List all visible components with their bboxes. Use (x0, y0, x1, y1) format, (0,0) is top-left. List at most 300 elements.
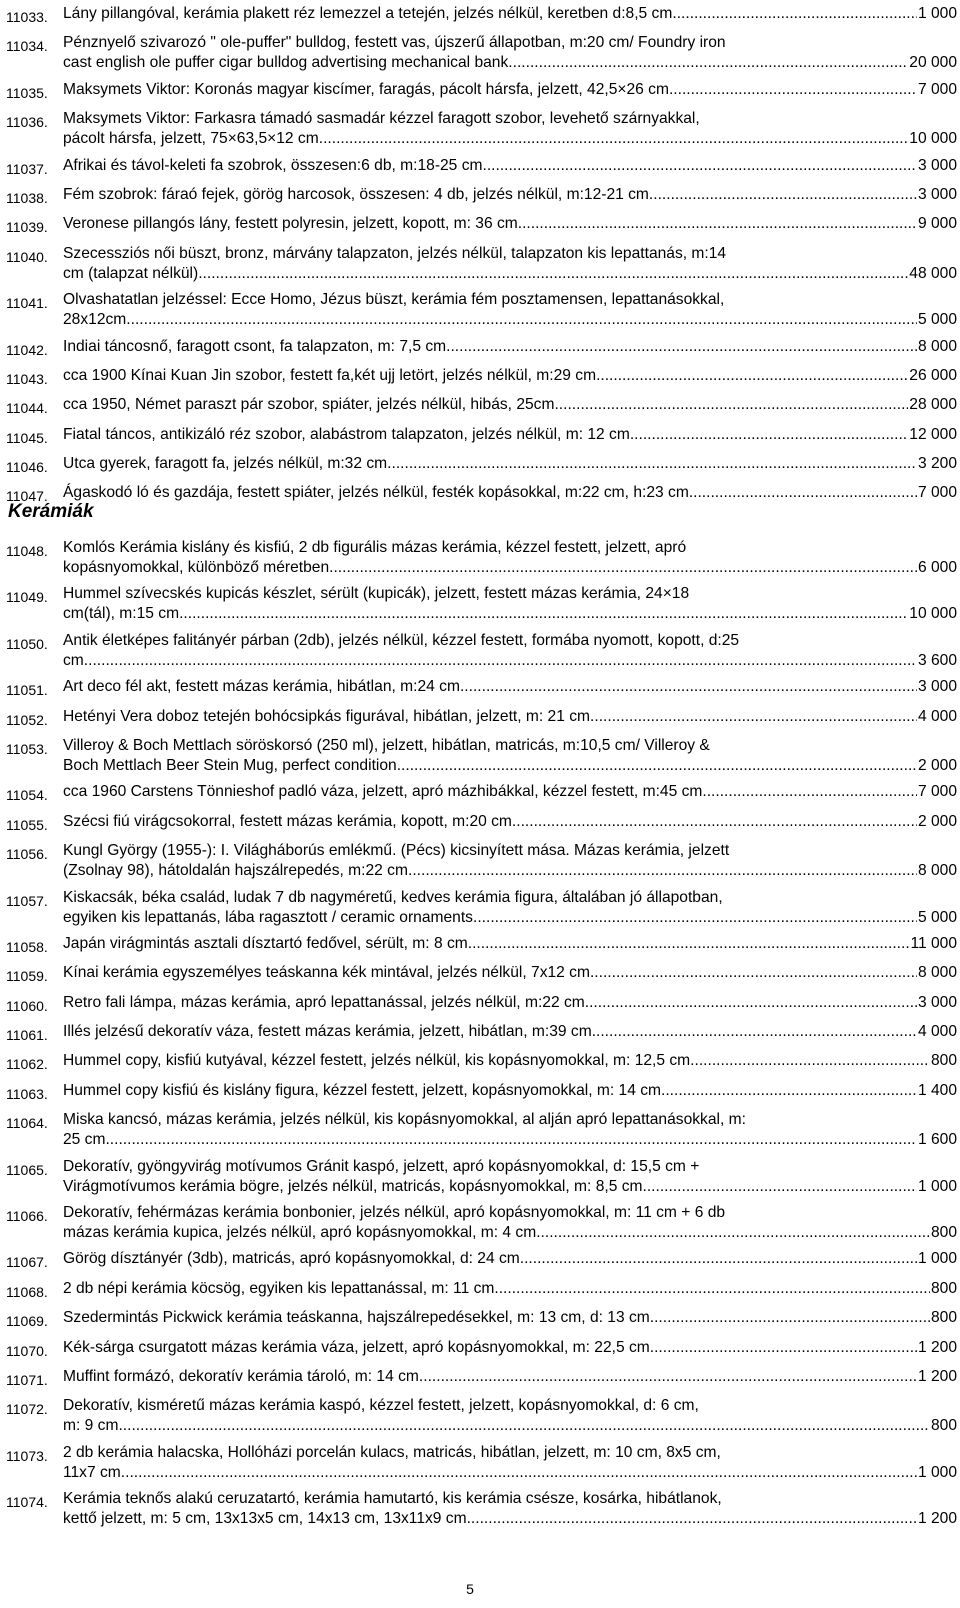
lot-number: 11074. (6, 1494, 48, 1511)
lot-price: 3 000 (917, 993, 957, 1011)
dot-leader (508, 53, 908, 73)
lot-entry (0, 337, 960, 360)
lot-entry (0, 185, 960, 208)
lot-description-line: Pénznyelő szivarozó " ole-puffer" bulldog, festett vas, újszerű állapotban, m:20 cm/ Foundry iron (63, 34, 726, 52)
lot-description-last-line (63, 53, 957, 73)
lot-description (63, 1489, 957, 1529)
lot-description-last-line (63, 963, 957, 983)
lot-entry (0, 631, 960, 671)
lot-entry (0, 1110, 960, 1150)
lot-price: 10 000 (909, 605, 957, 623)
lot-description-last-line (63, 604, 957, 624)
lot-price: 9 000 (917, 215, 957, 233)
lot-price: 3 000 (917, 678, 957, 696)
lot-number: 11070. (6, 1342, 48, 1359)
lot-price: 8 000 (917, 862, 957, 880)
lot-description-line: m: 9 cm (63, 1417, 119, 1435)
dot-leader (319, 129, 909, 149)
lot-description-last-line (63, 1177, 957, 1197)
lot-description-last-line (63, 1509, 957, 1529)
lot-description (63, 156, 957, 176)
lot-number: 11041. (6, 295, 48, 312)
lot-description (63, 707, 957, 727)
lot-description-line: Dekoratív, kisméretű mázas kerámia kaspó, kézzel festett, jelzett, kopásnyomokkal, d: 6 cm, (63, 1397, 699, 1415)
lot-number: 11046. (6, 459, 48, 476)
lot-number: 11061. (6, 1027, 48, 1044)
lot-description (63, 1249, 957, 1269)
lot-entry (0, 4, 960, 27)
lot-description-last-line (63, 1081, 957, 1101)
lot-description (63, 395, 957, 415)
lot-price: 3 200 (917, 455, 957, 473)
lot-entry (0, 538, 960, 578)
lot-list-sculptures (0, 4, 960, 513)
lot-description-last-line (63, 264, 957, 284)
lot-description (63, 185, 957, 205)
lot-number: 11034. (6, 38, 48, 55)
dot-leader (482, 156, 916, 176)
lot-description-line: kopásnyomokkal, különböző méretben (63, 559, 330, 576)
dot-leader (690, 1051, 930, 1071)
lot-entry (0, 1051, 960, 1074)
lot-description (63, 1157, 957, 1197)
lot-entry (0, 707, 960, 730)
lot-description-line: Villeroy & Boch Mettlach söröskorsó (250 ml), jelzett, hibátlan, matricás, m:10,5 cm/ Villeroy & (63, 736, 710, 754)
dot-leader (419, 1367, 917, 1387)
lot-description-last-line (63, 156, 957, 176)
lot-description-last-line (63, 1367, 957, 1387)
lot-price: 1 200 (917, 1338, 957, 1356)
lot-price: 800 (930, 1279, 957, 1297)
lot-description-line: cm (63, 651, 84, 669)
section-heading: Kerámiák (8, 501, 94, 522)
lot-number: 11068. (6, 1283, 48, 1300)
lot-price: 1 400 (917, 1081, 957, 1099)
lot-number: 11072. (6, 1401, 48, 1418)
lot-number: 11066. (6, 1208, 48, 1225)
lot-description-last-line (63, 651, 957, 671)
lot-price: 2 000 (917, 812, 957, 830)
lot-number: 11047. (6, 488, 48, 505)
lot-number: 11067. (6, 1254, 48, 1271)
lot-number: 11033. (6, 9, 48, 25)
lot-description-line: cca 1960 Carstens Tönnieshof padló váza, jelzett, apró mázhibákkal, kézzel festett, m:45 cm (63, 783, 703, 801)
lot-price: 7 000 (917, 783, 957, 801)
dot-leader (397, 756, 917, 776)
lot-entry (0, 1249, 960, 1272)
lot-entry (0, 1443, 960, 1483)
dot-leader (650, 1308, 930, 1328)
lot-description-last-line (63, 80, 957, 100)
lot-number: 11040. (6, 248, 48, 265)
lot-price: 28 000 (909, 396, 957, 414)
lot-price: 8 000 (917, 337, 957, 355)
lot-description-last-line (63, 310, 957, 330)
lot-entry (0, 782, 960, 805)
lot-description-line: Dekoratív, fehérmázas kerámia bonbonier, jelzés nélkül, apró kopásnyomokkal, m: 11 cm + 6 db (63, 1204, 726, 1222)
lot-description (63, 538, 957, 578)
lot-description-last-line (63, 782, 957, 802)
lot-description (63, 80, 957, 100)
dot-leader (473, 908, 917, 928)
lot-price: 6 000 (917, 559, 957, 576)
lot-description-line: 11x7 cm (63, 1463, 121, 1481)
lot-description-line: Hummel copy, kisfiú kutyával, kézzel festett, jelzés nélkül, kis kopásnyomokkal, m: 12,5 cm (63, 1052, 691, 1070)
lot-price: 1 000 (917, 5, 957, 22)
dot-leader (650, 1338, 917, 1358)
lot-entry (0, 1367, 960, 1390)
dot-leader (643, 1177, 917, 1197)
dot-leader (387, 454, 917, 474)
lot-number: 11057. (6, 892, 48, 909)
lot-entry (0, 425, 960, 448)
lot-description-line: Art deco fél akt, festett mázas kerámia, hibátlan, m:24 cm (63, 678, 460, 696)
lot-description-line: Fiatal táncos, antikizáló réz szobor, alabástrom talapzaton, jelzés nélkül, m: 12 cm (63, 425, 630, 443)
lot-description-line: Lány pillangóval, kerámia plakett réz lemezzel a tetején, jelzés nélkül, keretben d:8,5 cm (63, 5, 673, 22)
lot-number: 11048. (6, 543, 48, 559)
lot-number: 11051. (6, 682, 48, 699)
lot-number: 11042. (6, 341, 48, 358)
lot-description (63, 454, 957, 474)
dot-leader (512, 812, 917, 832)
dot-leader (494, 1279, 930, 1299)
lot-description-line: Szécsi fiú virágcsokorral, festett mázas kerámia, kopott, m:20 cm (63, 812, 512, 830)
lot-price: 7 000 (917, 80, 957, 98)
lot-description (63, 963, 957, 983)
lot-description-line: Dekoratív, gyöngyvirág motívumos Gránit kaspó, jelzett, apró kopásnyomokkal, d: 15,5 cm + (63, 1157, 700, 1175)
lot-price: 48 000 (909, 264, 957, 282)
lot-number: 11036. (6, 114, 48, 131)
lot-description-line: cca 1950, Német paraszt pár szobor, spiáter, jelzés nélkül, hibás, 25cm (63, 396, 555, 414)
lot-number: 11049. (6, 589, 48, 606)
lot-price: 800 (930, 1224, 957, 1242)
lot-entry (0, 156, 960, 179)
lot-entry (0, 1396, 960, 1436)
lot-price: 1 200 (917, 1510, 957, 1528)
lot-number: 11055. (6, 816, 48, 833)
lot-description-line: Szedermintás Pickwick kerámia teáskanna, hajszálrepedésekkel, m: 13 cm, d: 13 cm (63, 1309, 650, 1327)
dot-leader (446, 337, 917, 357)
lot-description-line: Szecessziós női büszt, bronz, márvány talapzaton, jelzés nélkül, talapzaton kis lepattanás, m:14 (63, 244, 727, 262)
lot-description-last-line (63, 908, 957, 928)
lot-description-last-line (63, 812, 957, 832)
dot-leader (329, 558, 917, 578)
lot-description-line: Kínai kerámia egyszemélyes teáskanna kék mintával, jelzés nélkül, 7x12 cm (63, 964, 590, 982)
lot-description-line: Kerámia teknős alakú ceruzatartó, kerámia hamutartó, kis kerámia csésze, kosárka, hibátlanok, (63, 1490, 722, 1508)
lot-description-last-line (63, 993, 957, 1013)
lot-description-last-line (63, 934, 957, 954)
lot-description-last-line (63, 395, 957, 415)
lot-description-line: Japán virágmintás asztali dísztartó fedővel, sérült, m: 8 cm (63, 934, 468, 952)
lot-entry (0, 993, 960, 1016)
lot-description (63, 4, 957, 24)
lot-description-last-line (63, 185, 957, 205)
lot-description-line: Afrikai és távol-keleti fa szobrok, összesen:6 db, m:18-25 cm (63, 156, 483, 174)
lot-entry (0, 1203, 960, 1243)
lot-entry (0, 1081, 960, 1104)
lot-description-line: Maksymets Viktor: Farkasra támadó sasmadár kézzel faragott szobor, levehető szárnyakkal, (63, 110, 700, 128)
lot-description-line: pácolt hársfa, jelzett, 75×63,5×12 cm (63, 130, 319, 148)
dot-leader (689, 483, 917, 503)
lot-price: 5 000 (917, 908, 957, 926)
lot-description-line: 25 cm (63, 1131, 106, 1149)
lot-entry (0, 841, 960, 881)
lot-description (63, 888, 957, 928)
lot-entry (0, 454, 960, 477)
lot-number: 11062. (6, 1056, 48, 1073)
lot-price: 1 200 (917, 1367, 957, 1385)
lot-description-last-line (63, 707, 957, 727)
dot-leader (590, 707, 917, 727)
lot-description-line: Retro fali lámpa, mázas kerámia, apró lepattanással, jelzés nélkül, m:22 cm (63, 993, 585, 1011)
lot-description-line: 28x12cm (63, 311, 127, 329)
lot-description (63, 1051, 957, 1071)
lot-entry (0, 812, 960, 835)
lot-description-last-line (63, 1308, 957, 1328)
lot-price: 3 600 (917, 651, 957, 669)
lot-number: 11035. (6, 84, 48, 101)
lot-entry (0, 1279, 960, 1302)
page-number: 5 (466, 1581, 474, 1597)
lot-description-last-line (63, 861, 957, 881)
lot-entry (0, 963, 960, 986)
lot-description-line: Kék-sárga csurgatott mázas kerámia váza, jelzett, apró kopásnyomokkal, m: 22,5 cm (63, 1338, 650, 1356)
lot-description-line: cast english ole puffer cigar bulldog advertising mechanical bank (63, 54, 509, 72)
lot-number: 11039. (6, 219, 48, 236)
lot-description-last-line (63, 558, 957, 578)
lot-description-last-line (63, 4, 957, 24)
lot-description (63, 677, 957, 697)
lot-description (63, 1396, 957, 1436)
lot-price: 1 000 (917, 1177, 957, 1195)
lot-price: 10 000 (909, 130, 957, 148)
lot-number: 11045. (6, 429, 48, 446)
lot-price: 3 000 (917, 185, 957, 203)
lot-description-line: kettő jelzett, m: 5 cm, 13x13x5 cm, 14x13 cm, 13x11x9 cm (63, 1510, 467, 1528)
lot-description-line: Muffint formázó, dekoratív kerámia tároló, m: 14 cm (63, 1367, 419, 1385)
lot-price: 4 000 (917, 707, 957, 725)
dot-leader (672, 4, 917, 24)
dot-leader (649, 185, 917, 205)
lot-entry (0, 677, 960, 700)
dot-leader (179, 604, 908, 624)
lot-description-last-line (63, 129, 957, 149)
lot-price: 5 000 (917, 311, 957, 329)
lot-price: 7 000 (917, 484, 957, 502)
lot-number: 11058. (6, 938, 48, 955)
lot-description (63, 1110, 957, 1150)
dot-leader (408, 861, 917, 881)
dot-leader (536, 1223, 930, 1243)
dot-leader (669, 80, 917, 100)
lot-price: 800 (930, 1052, 957, 1070)
lot-description-line: Indiai táncosnő, faragott csont, fa talapzaton, m: 7,5 cm (63, 337, 447, 355)
lot-price: 20 000 (909, 54, 957, 72)
lot-price: 1 600 (917, 1131, 957, 1149)
lot-description-last-line (63, 214, 957, 234)
lot-entry (0, 483, 960, 506)
lot-number: 11038. (6, 189, 48, 206)
lot-number: 11064. (6, 1115, 48, 1132)
lot-price: 2 000 (917, 756, 957, 774)
lot-description (63, 1367, 957, 1387)
lot-description-last-line (63, 1338, 957, 1358)
lot-description-line: Hetényi Vera doboz tetején bohócsipkás figurával, hibátlan, jelzett, m: 21 cm (63, 707, 591, 725)
lot-price: 3 000 (917, 156, 957, 174)
lot-description (63, 109, 957, 149)
lot-description (63, 812, 957, 832)
lot-description-last-line (63, 483, 957, 503)
lot-price: 26 000 (909, 366, 957, 384)
lot-entry (0, 1308, 960, 1331)
dot-leader (661, 1081, 917, 1101)
lot-description-last-line (63, 1416, 957, 1436)
lot-entry (0, 1157, 960, 1197)
lot-entry (0, 1489, 960, 1529)
lot-description (63, 366, 957, 386)
lot-description-last-line (63, 1051, 957, 1071)
lot-description-last-line (63, 677, 957, 697)
lot-number: 11065. (6, 1161, 48, 1178)
lot-description (63, 214, 957, 234)
lot-price: 800 (930, 1417, 957, 1435)
lot-number: 11069. (6, 1313, 48, 1330)
lot-description (63, 1203, 957, 1243)
lot-entry (0, 214, 960, 237)
lot-number: 11054. (6, 787, 48, 804)
lot-description (63, 1443, 957, 1483)
lot-description-line: Maksymets Viktor: Koronás magyar kiscímer, faragás, pácolt hársfa, jelzett, 42,5×26 cm (63, 80, 669, 98)
lot-price: 11 000 (910, 934, 957, 952)
lot-description (63, 934, 957, 954)
lot-entry (0, 395, 960, 418)
lot-description (63, 483, 957, 503)
lot-entry (0, 290, 960, 330)
lot-price: 800 (930, 1309, 957, 1327)
lot-description-line: cca 1900 Kínai Kuan Jin szobor, festett fa,két ujj letört, jelzés nélkül, m:29 cm (63, 366, 597, 384)
lot-description-last-line (63, 1130, 957, 1150)
lot-description (63, 782, 957, 802)
lot-description-line: Veronese pillangós lány, festett polyresin, jelzett, kopott, m: 36 cm (63, 215, 518, 233)
dot-leader (460, 677, 917, 697)
lot-description-line: Görög dísztányér (3db), matricás, apró kopásnyomokkal, d: 24 cm (63, 1250, 520, 1268)
lot-description-line: Antik életképes falitányér párban (2db), jelzés nélkül, kézzel festett, formába nyomott, kopott, d:25 (63, 631, 740, 649)
dot-leader (630, 425, 908, 445)
dot-leader (467, 1509, 917, 1529)
lot-number: 11043. (6, 370, 48, 387)
lot-number: 11073. (6, 1447, 48, 1464)
lot-description (63, 425, 957, 445)
lot-description-line: Miska kancsó, mázas kerámia, jelzés nélkül, kis kopásnyomokkal, al alján apró lepattanásokkal, m: (63, 1111, 746, 1129)
dot-leader (585, 993, 917, 1013)
lot-number: 11063. (6, 1085, 48, 1102)
dot-leader (105, 1130, 917, 1150)
dot-leader (590, 963, 917, 983)
lot-description-line: Hummel copy kisfiú és kislány figura, kézzel festett, jelzett, kopásnyomokkal, m: 14 cm (63, 1081, 661, 1099)
lot-description-line: (Zsolnay 98), hátoldalán hajszálrepedés, m:22 cm (63, 862, 408, 880)
lot-description (63, 631, 957, 671)
dot-leader (520, 1249, 917, 1269)
lot-description-last-line (63, 425, 957, 445)
dot-leader (554, 395, 908, 415)
lot-description-last-line (63, 337, 957, 357)
lot-number: 11059. (6, 968, 48, 985)
lot-description-line: cm(tál), m:15 cm (63, 605, 180, 623)
lot-entry (0, 80, 960, 103)
lot-description (63, 337, 957, 357)
lot-price: 8 000 (917, 964, 957, 982)
lot-number: 11060. (6, 997, 48, 1014)
dot-leader (702, 782, 917, 802)
lot-description-last-line (63, 1279, 957, 1299)
lot-description-line: Hummel szívecskés kupicás készlet, sérült (kupicák), jelzett, festett mázas kerámia, 24×18 (63, 585, 690, 603)
lot-entry (0, 736, 960, 776)
dot-leader (596, 366, 908, 386)
lot-number: 11050. (6, 635, 48, 652)
lot-number: 11037. (6, 160, 48, 177)
lot-description (63, 290, 957, 330)
lot-description-last-line (63, 1223, 957, 1243)
lot-description-line: 2 db népi kerámia köcsög, egyiken kis lepattanással, m: 11 cm (63, 1279, 495, 1297)
lot-list-ceramics (0, 538, 960, 1536)
lot-description-line: Kungl György (1955-): I. Világháborús emlékmű. (Pécs) kicsinyített mása. Mázas kerámia, jelzett (63, 842, 730, 860)
lot-description-last-line (63, 756, 957, 776)
dot-leader (118, 1416, 930, 1436)
lot-number: 11071. (6, 1371, 48, 1388)
lot-entry (0, 1338, 960, 1361)
lot-description-line: Illés jelzésű dekoratív váza, festett mázas kerámia, jelzett, hibátlan, m:39 cm (63, 1023, 592, 1041)
lot-entry (0, 934, 960, 957)
lot-number: 11056. (6, 846, 48, 863)
dot-leader (84, 651, 917, 671)
lot-entry (0, 33, 960, 73)
dot-leader (126, 310, 917, 330)
dot-leader (468, 934, 910, 954)
lot-description-line: mázas kerámia kupica, jelzés nélkül, apró kopásnyomokkal, m: 4 cm (63, 1224, 537, 1242)
lot-description (63, 1338, 957, 1358)
dot-leader (592, 1022, 917, 1042)
lot-description-last-line (63, 1463, 957, 1483)
lot-description-line: Virágmotívumos kerámia bögre, jelzés nélkül, matricás, kopásnyomokkal, m: 8,5 cm (63, 1177, 643, 1195)
lot-description-line: Kiskacsák, béka család, ludak 7 db nagyméretű, kedves kerámia figura, általában jó állapotban, (63, 888, 723, 906)
lot-entry (0, 888, 960, 928)
lot-description-last-line (63, 366, 957, 386)
lot-price: 4 000 (917, 1023, 957, 1041)
lot-description-line: 2 db kerámia halacska, Hollóházi porcelán kulacs, matricás, hibátlan, jelzett, m: 10 cm, 8x5 cm, (63, 1443, 721, 1461)
lot-entry (0, 584, 960, 624)
lot-description-line: egyiken kis lepattanás, lába ragasztott / ceramic ornaments (63, 908, 473, 926)
lot-number: 11044. (6, 400, 48, 417)
lot-description-line: Boch Mettlach Beer Stein Mug, perfect condition (63, 756, 397, 774)
lot-description (63, 1308, 957, 1328)
lot-entry (0, 244, 960, 284)
lot-description (63, 993, 957, 1013)
lot-description-last-line (63, 1022, 957, 1042)
lot-description-line: Ágaskodó ló és gazdája, festett spiáter, jelzés nélkül, festék kopásokkal, m:22 cm, h:23 cm (63, 484, 689, 502)
lot-entry (0, 366, 960, 389)
lot-description (63, 33, 957, 73)
lot-description-line: Olvashatatlan jelzéssel: Ecce Homo, Jézus büszt, kerámia fém posztamensen, lepattanásokkal, (63, 291, 725, 309)
dot-leader (121, 1463, 917, 1483)
lot-description-last-line (63, 1249, 957, 1269)
lot-description-line: Komlós Kerámia kislány és kisfiú, 2 db figurális mázas kerámia, kézzel festett, jelzett, apró (63, 539, 687, 556)
lot-number: 11053. (6, 740, 48, 757)
lot-description (63, 1279, 957, 1299)
lot-description-line: cm (talapzat nélkül) (63, 264, 199, 282)
dot-leader (198, 264, 908, 284)
lot-price: 12 000 (909, 425, 957, 443)
lot-entry (0, 1022, 960, 1045)
